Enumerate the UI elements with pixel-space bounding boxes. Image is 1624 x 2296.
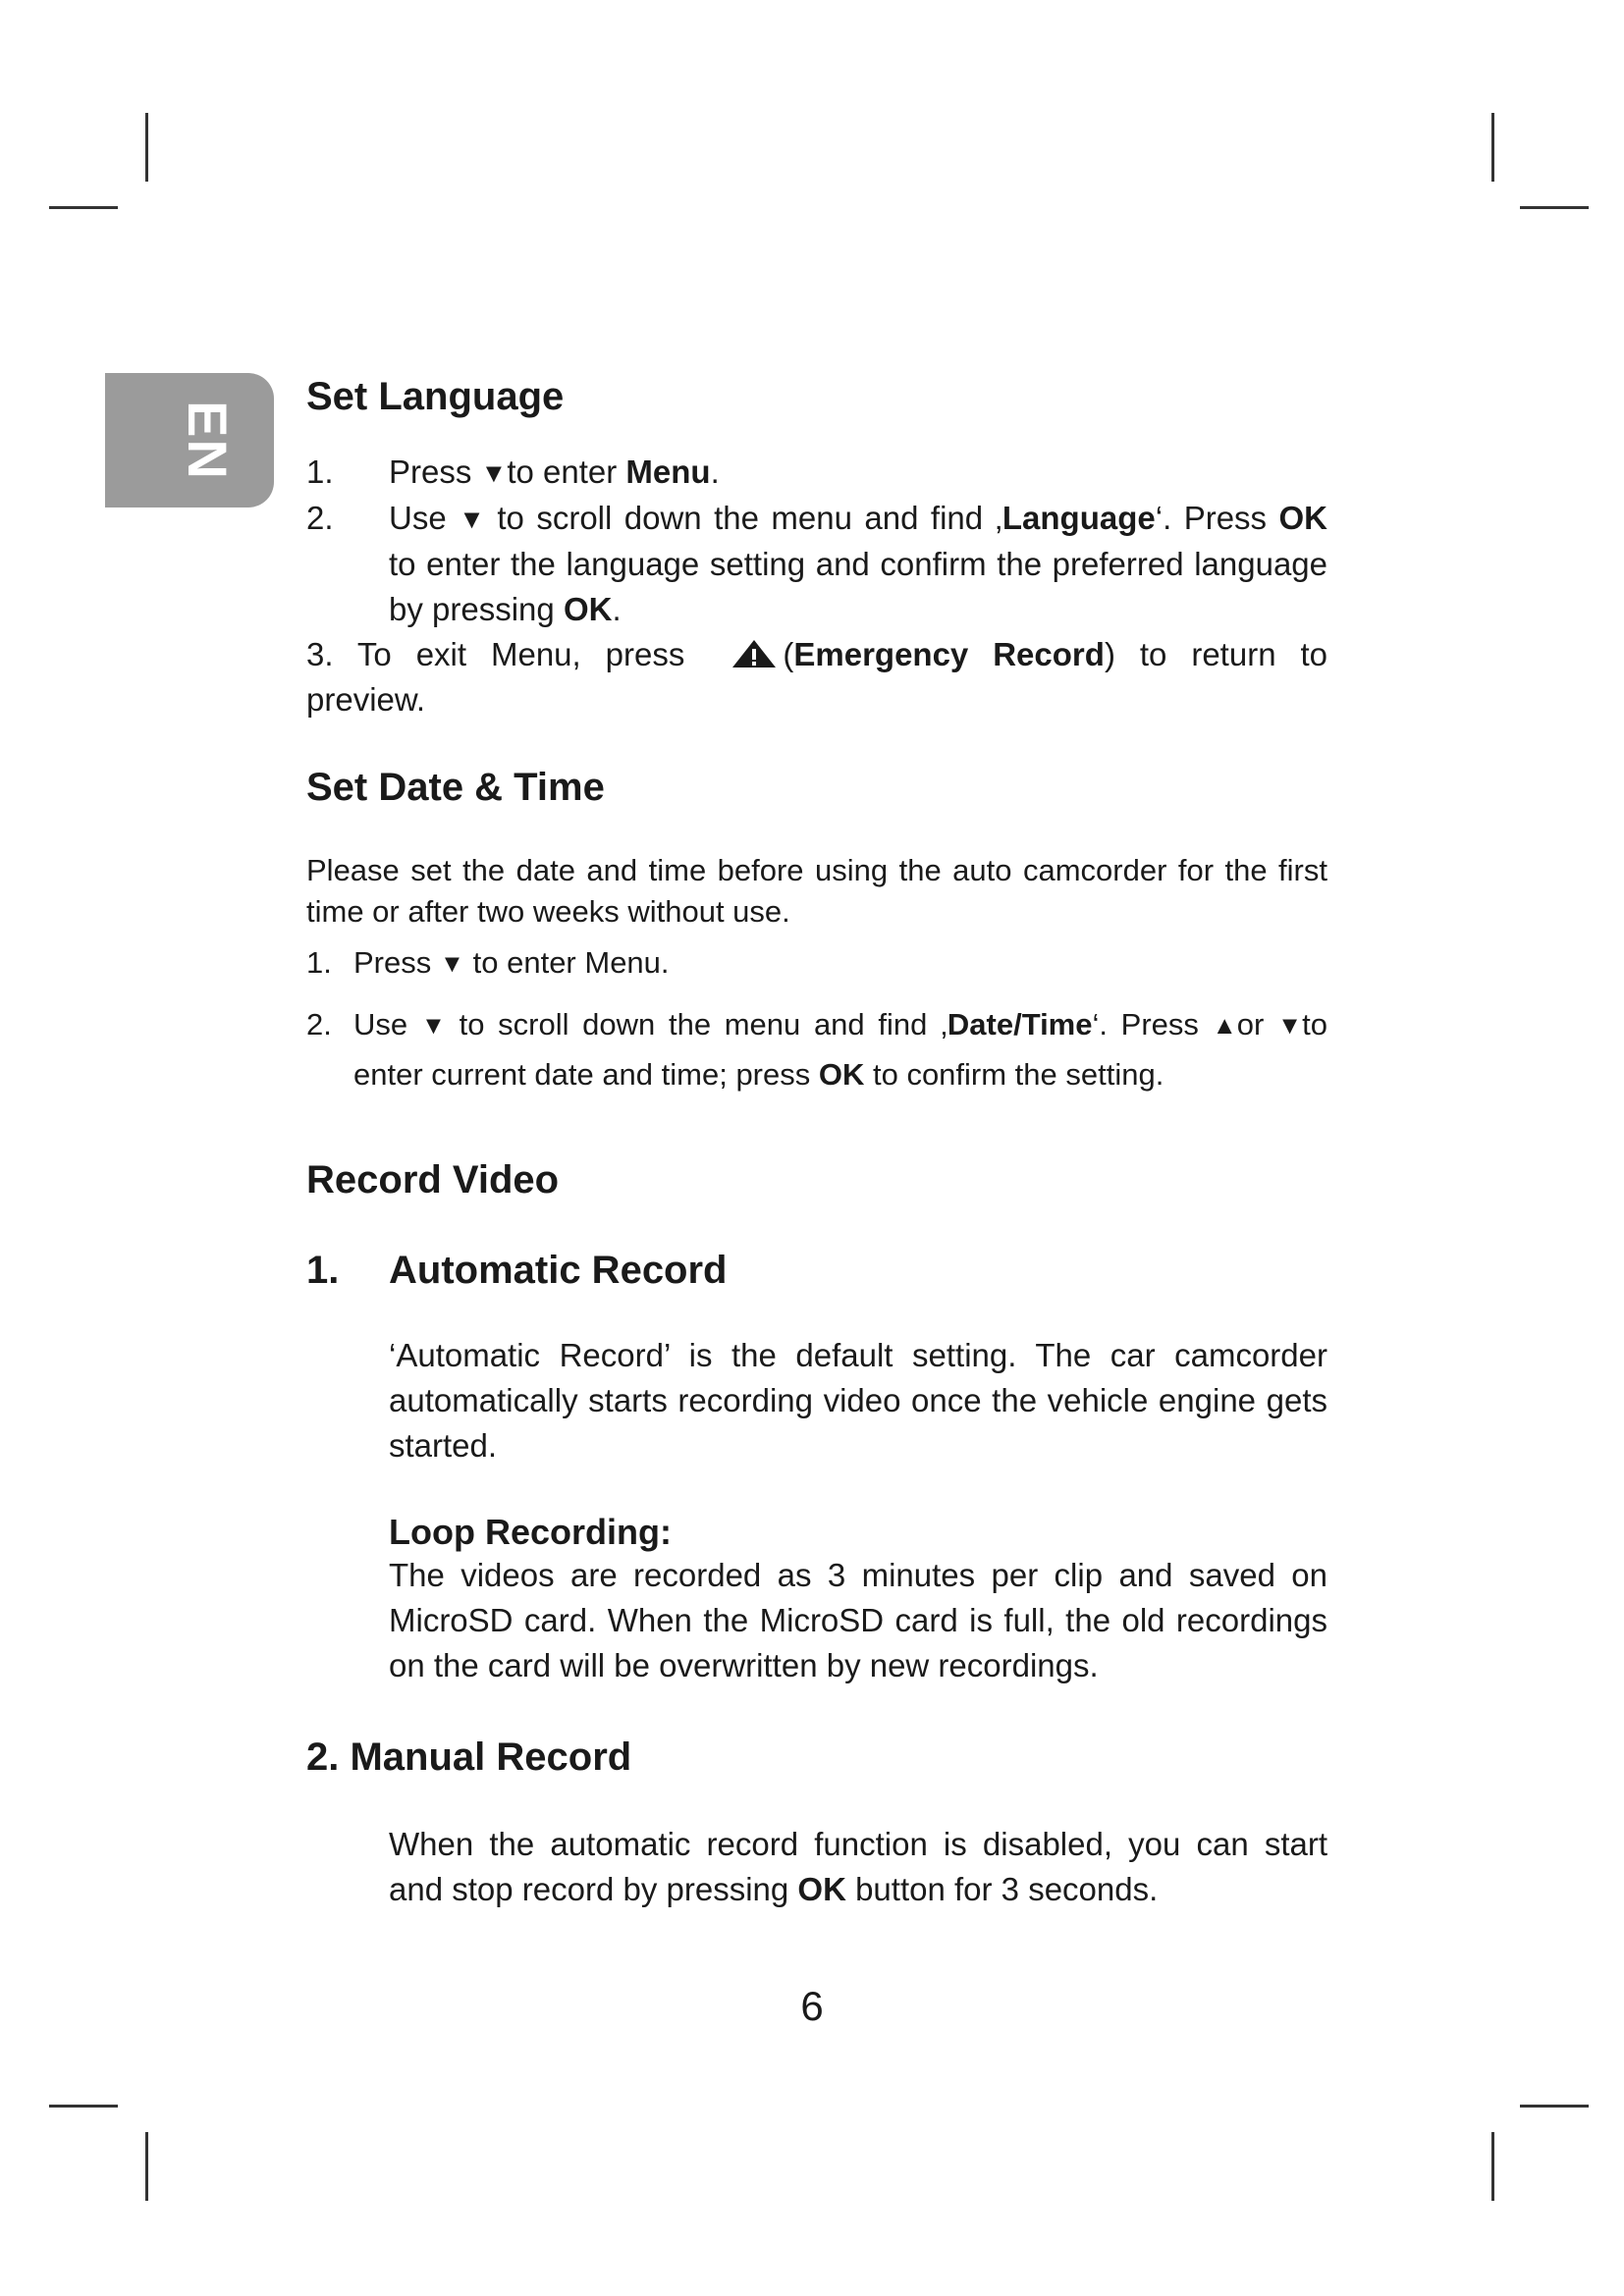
step-number: 1.: [306, 945, 332, 980]
ok-keyword: OK: [1278, 500, 1327, 536]
step-text: to enter: [507, 454, 626, 490]
set-date-time-title: Set Date & Time: [306, 766, 605, 809]
crop-mark-bottom-left-vertical: [145, 2132, 148, 2201]
step-text: to scroll down the menu and find ‚: [445, 1007, 947, 1041]
section-number: 1.: [306, 1249, 340, 1292]
manual-record-text: [306, 1822, 1327, 1912]
menu-keyword: Menu: [625, 454, 711, 490]
step-text: to enter current date and time; press: [353, 1007, 1328, 1092]
record-video-title: Record Video: [306, 1158, 560, 1201]
set-language-title: Set Language: [306, 375, 565, 418]
automatic-record-text: ‘Automatic Record’ is the default setting. The car camcorder automatically starts recording video once the vehicle engine gets started.: [389, 1337, 1327, 1464]
step-text: Use: [389, 500, 460, 536]
step-text: Use: [353, 1007, 421, 1041]
step-text: to scroll down the menu and find ‚: [484, 500, 1002, 536]
set-date-time-steps: [306, 942, 1327, 1099]
language-keyword: Language: [1001, 500, 1156, 536]
warning-icon: [731, 639, 777, 668]
loop-recording-title: Loop Recording:: [389, 1512, 672, 1552]
crop-mark-top-left-vertical: [145, 113, 148, 182]
crop-mark-top-right-vertical: [1491, 113, 1494, 182]
step-text: Press: [389, 454, 481, 490]
set-date-time-intro: Please set the date and time before using the auto camcorder for the first time or after two weeks without use.: [306, 853, 1327, 929]
set-language-steps: [306, 450, 1327, 722]
down-arrow-icon: ▼: [480, 458, 508, 488]
step-text: Press: [353, 945, 440, 980]
manual-record-text-part: When the automatic record function is disabled, you can start and stop record by pressing: [389, 1826, 1327, 1907]
step-text: to enter Menu.: [464, 945, 670, 980]
set-language-step-1: [306, 450, 1327, 496]
crop-mark-top-left-horizontal: [49, 206, 118, 209]
step-text: To exit Menu, press: [356, 636, 685, 672]
page-content: [306, 373, 1327, 1912]
step-number: 1.: [306, 454, 334, 490]
crop-mark-top-right-horizontal: [1520, 206, 1589, 209]
set-date-time-step-2: [306, 1000, 1327, 1099]
up-arrow-icon: ▲: [1212, 1012, 1237, 1040]
down-arrow-icon: ▼: [439, 950, 465, 978]
language-tab: [105, 373, 274, 507]
step-number: 2.: [306, 1007, 332, 1041]
down-arrow-icon: ▼: [1277, 1012, 1303, 1040]
down-arrow-icon: ▼: [420, 1012, 446, 1040]
page-number: 6: [800, 1983, 824, 2029]
date-time-keyword: Date/Time: [947, 1007, 1093, 1041]
emergency-record-keyword: Emergency Record: [793, 636, 1105, 672]
manual-record-title-text: Manual Record: [350, 1735, 632, 1779]
automatic-record-title: [306, 1247, 1327, 1294]
section-number: 2.: [306, 1735, 340, 1779]
automatic-record-title-text: Automatic Record: [389, 1249, 728, 1292]
ok-keyword: OK: [797, 1871, 846, 1907]
step-text: or: [1236, 1007, 1277, 1041]
step-text: .: [612, 591, 622, 627]
crop-mark-bottom-right-horizontal: [1520, 2105, 1589, 2108]
step-text: .: [710, 454, 720, 490]
manual-record-text-part: button for 3 seconds.: [845, 1871, 1159, 1907]
step-text: ‘. Press: [1092, 1007, 1213, 1041]
step-text: to enter the language setting and confirm the preferred language by pressing: [389, 546, 1327, 627]
language-tab-label: EN: [177, 400, 240, 481]
step-text: to confirm the setting.: [864, 1057, 1164, 1092]
set-date-time-step-1: [306, 942, 1327, 985]
set-language-step-2: [306, 496, 1327, 632]
ok-keyword: OK: [563, 591, 613, 627]
step-text: ) to return to preview.: [306, 636, 1328, 718]
crop-mark-bottom-right-vertical: [1491, 2132, 1494, 2201]
step-text: ‘. Press: [1155, 500, 1279, 536]
crop-mark-bottom-left-horizontal: [49, 2105, 118, 2108]
ok-keyword: OK: [818, 1057, 865, 1092]
loop-recording-text: The videos are recorded as 3 minutes per clip and saved on MicroSD card. When the MicroSD card is full, the old recordings on the card will be overwritten by new recordings.: [389, 1557, 1327, 1683]
set-language-step-3: [306, 632, 1327, 722]
manual-record-title: [306, 1734, 1327, 1781]
down-arrow-icon: ▼: [459, 505, 485, 534]
step-number: 2.: [306, 500, 334, 536]
step-number: 3.: [306, 636, 334, 672]
step-text: (: [783, 636, 794, 672]
